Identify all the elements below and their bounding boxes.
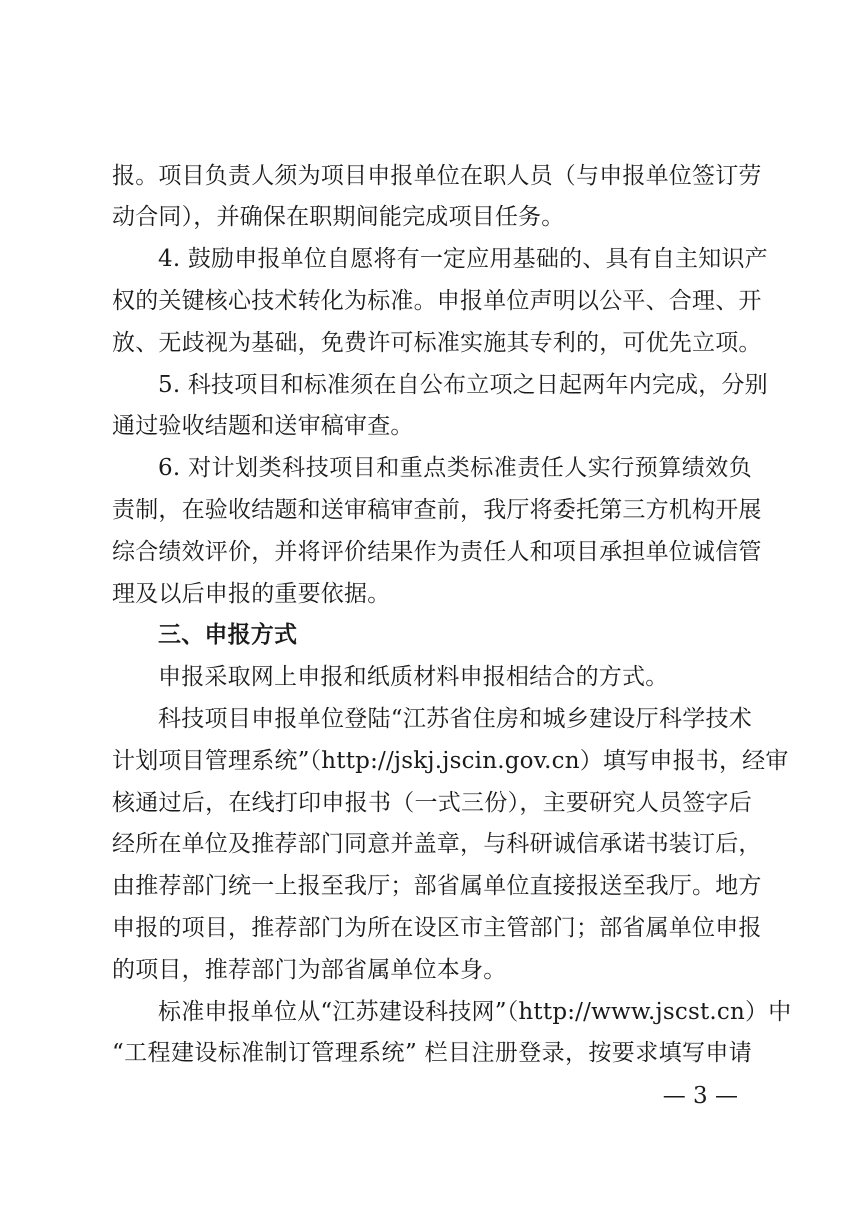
body-text-line: 由推荐部门统一上报至我厅；部省属单位直接报送至我厅。地方	[112, 873, 762, 899]
body-text-line: 责制，在验收结题和送审稿审查前，我厅将委托第三方机构开展	[112, 497, 762, 523]
list-item-6: 6. 对计划类科技项目和重点类标准责任人实行预算绩效负	[158, 455, 752, 481]
body-text-line: 申报的项目，推荐部门为所在设区市主管部门；部省属单位申报	[112, 915, 762, 941]
body-text-line: 核通过后，在线打印申报书（一式三份），主要研究人员签字后	[112, 790, 752, 816]
body-text-line: 标准申报单位从“江苏建设科技网”（http://www.jscst.cn）中	[158, 999, 792, 1025]
body-text-line: 报。项目负责人须为项目申报单位在职人员（与申报单位签订劳	[112, 163, 762, 189]
body-text-line: 的项目，推荐部门为部省属单位本身。	[112, 957, 507, 983]
page-number: — 3 —	[662, 1083, 738, 1109]
list-item-4: 4. 鼓励申报单位自愿将有一定应用基础的、具有自主知识产	[158, 246, 768, 272]
body-text-line: 科技项目申报单位登陆“江苏省住房和城乡建设厅科学技术	[158, 706, 752, 732]
body-text-line: 权的关键核心技术转化为标准。申报单位声明以公平、合理、开	[112, 288, 762, 314]
list-item-5: 5. 科技项目和标准须在自公布立项之日起两年内完成，分别	[158, 372, 768, 398]
body-text-line: 理及以后申报的重要依据。	[112, 581, 391, 607]
body-text-line: 通过验收结题和送审稿审查。	[112, 413, 414, 439]
body-text-line: 综合绩效评价，并将评价结果作为责任人和项目承担单位诚信管	[112, 539, 762, 565]
body-text-line: 申报采取网上申报和纸质材料申报相结合的方式。	[158, 664, 669, 690]
body-text-line: 放、无歧视为基础，免费许可标准实施其专利的，可优先立项。	[112, 330, 762, 356]
body-text-line: 计划项目管理系统”（http://jskj.jscin.gov.cn）填写申报书，经审	[112, 748, 789, 774]
body-text-line: “工程建设标准制订管理系统” 栏目注册登录，按要求填写申请	[112, 1040, 752, 1066]
body-text-line: 动合同），并确保在职期间能完成项目任务。	[112, 204, 565, 230]
section-heading: 三、申报方式	[158, 622, 298, 648]
body-text-line: 经所在单位及推荐部门同意并盖章，与科研诚信承诺书装订后，	[112, 831, 762, 857]
